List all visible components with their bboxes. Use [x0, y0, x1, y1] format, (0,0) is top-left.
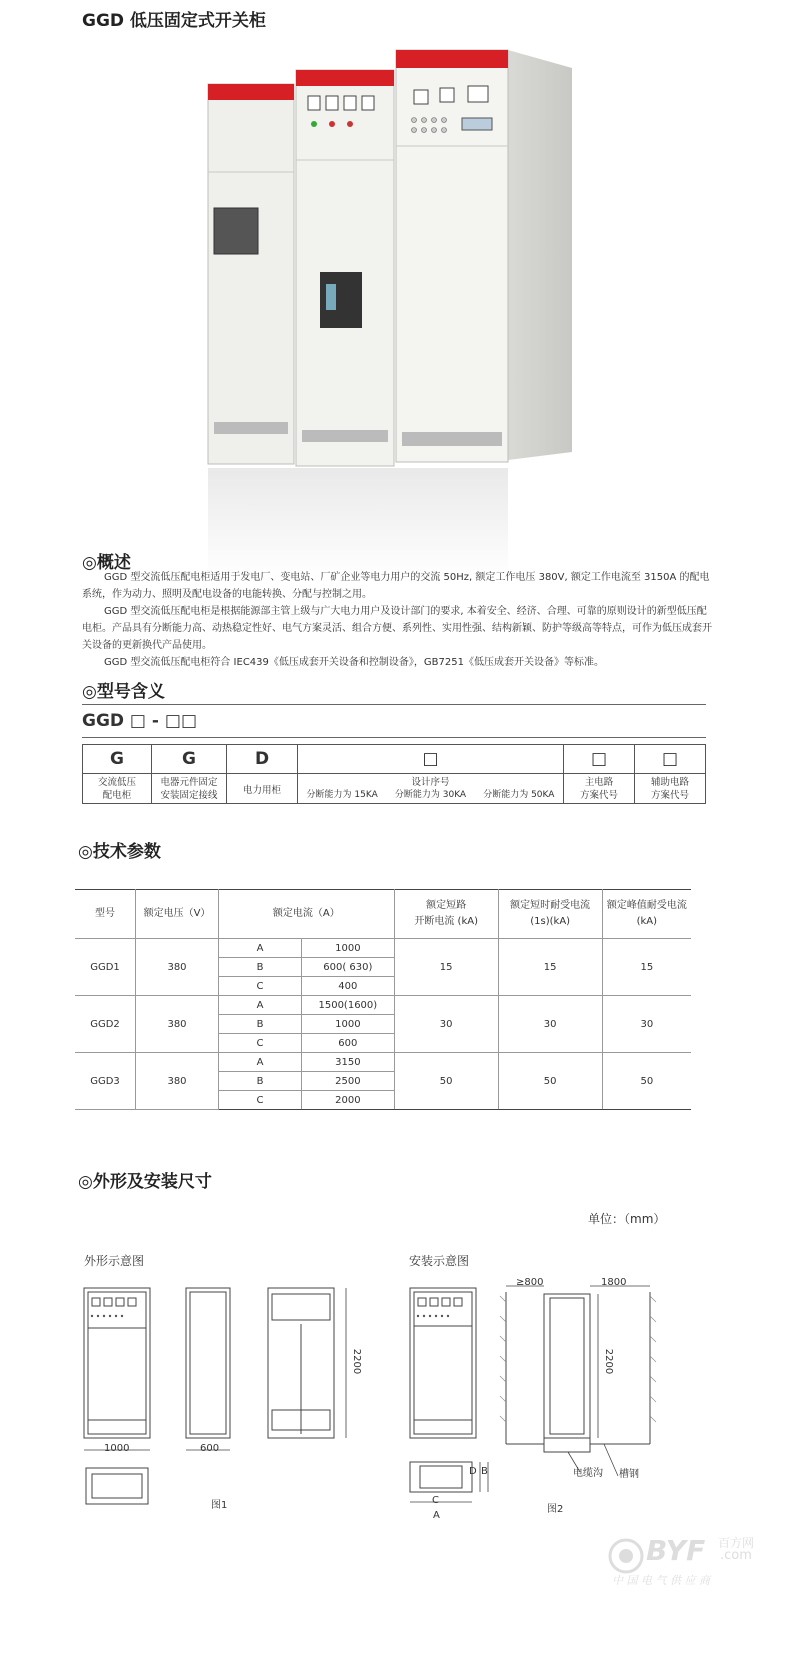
dim-A: A	[433, 1510, 440, 1521]
tech-current: 2000	[302, 1091, 395, 1110]
watermark-brand: BYF	[646, 1534, 706, 1567]
dim-2200-install: 2200	[603, 1348, 615, 1375]
tech-grade: C	[219, 1034, 302, 1053]
model-desc: 辅助电路 方案代号	[635, 774, 706, 804]
model-meaning-table	[82, 744, 706, 804]
model-box: □	[564, 745, 635, 774]
tech-header: 型号	[75, 890, 136, 939]
tech-short: 30	[394, 996, 498, 1053]
unit-label: 单位：（mm）	[588, 1212, 666, 1226]
model-meaning-heading: ◎型号含义	[82, 682, 165, 702]
tech-short-time: 30	[498, 996, 602, 1053]
model-code-line	[82, 704, 706, 738]
watermark-slogan: 中 国 电 气 供 应 商	[612, 1574, 710, 1587]
tech-heading: ◎技术参数	[78, 842, 161, 862]
watermark-circle-icon	[606, 1536, 646, 1576]
tech-peak: 30	[602, 996, 691, 1053]
model-letter: D	[227, 745, 298, 774]
tech-voltage: 380	[136, 939, 219, 996]
model-letter: G	[152, 745, 227, 774]
breaking-capacity: 分断能力为 15KA	[306, 789, 378, 800]
dim-1000: 1000	[104, 1443, 130, 1454]
design-serial-label: 设计序号	[411, 776, 450, 788]
outline-drawing	[78, 1280, 378, 1520]
tech-grade: C	[219, 1091, 302, 1110]
dim-B: B	[481, 1466, 488, 1477]
tech-peak: 50	[602, 1053, 691, 1110]
tech-short-time: 15	[498, 939, 602, 996]
overview-heading: ◎概述	[82, 553, 131, 573]
tech-current: 1000	[302, 1015, 395, 1034]
model-letter: G	[83, 745, 152, 774]
tech-model: GGD2	[75, 996, 136, 1053]
model-desc: 主电路 方案代号	[564, 774, 635, 804]
tech-grade: A	[219, 939, 302, 958]
overview-paragraph: GGD 型交流低压配电柜符合 IEC439《低压成套开关设备和控制设备》，GB7251《低压成套开关设备》等标准。	[104, 657, 604, 668]
tech-short-time: 50	[498, 1053, 602, 1110]
model-box: □	[298, 745, 564, 774]
tech-short: 50	[394, 1053, 498, 1110]
watermark-domain: .com	[720, 1548, 752, 1563]
tech-peak: 15	[602, 939, 691, 996]
tech-grade: B	[219, 958, 302, 977]
figure-2-label: 图2	[547, 1504, 564, 1515]
model-desc: 电器元件固定 安装固定接线	[152, 774, 227, 804]
tech-current: 2500	[302, 1072, 395, 1091]
breaking-capacity: 分断能力为 30KA	[394, 789, 467, 800]
tech-model: GGD1	[75, 939, 136, 996]
breaking-capacity: 分断能力为 50KA	[483, 789, 555, 800]
page-title: GGD 低压固定式开关柜	[82, 11, 266, 31]
tech-current: 600( 630)	[302, 958, 395, 977]
dim-D: D	[469, 1466, 477, 1477]
breaking-capacity-row	[298, 789, 563, 802]
model-code: GGD □ - □□	[82, 711, 198, 731]
dim-2200: 2200	[351, 1348, 363, 1375]
model-desc: 交流低压 配电柜	[83, 774, 152, 804]
cable-trench-label: 电缆沟	[573, 1468, 603, 1479]
outline-diagram-label: 外形示意图	[84, 1254, 145, 1268]
tech-current: 3150	[302, 1053, 395, 1072]
watermark-cn: 百方网	[718, 1536, 755, 1550]
tech-header: 额定短时耐受电流 (1s)(kA)	[498, 890, 602, 939]
tech-grade: A	[219, 1053, 302, 1072]
tech-grade: A	[219, 996, 302, 1015]
dimensions-heading: ◎外形及安装尺寸	[78, 1172, 212, 1192]
tech-current: 1000	[302, 939, 395, 958]
dim-600: 600	[200, 1443, 220, 1454]
dim-800: ≥800	[516, 1277, 544, 1288]
tech-header: 额定电流（A）	[219, 890, 395, 939]
tech-current: 400	[302, 977, 395, 996]
tech-current: 600	[302, 1034, 395, 1053]
tech-grade: B	[219, 1015, 302, 1034]
model-desc-design	[298, 774, 564, 804]
tech-current: 1500(1600)	[302, 996, 395, 1015]
tech-table	[75, 889, 691, 1110]
overview-paragraph: GGD 型交流低压配电柜适用于发电厂、变电站、厂矿企业等电力用户的交流 50Hz, 额定工作电压 380V, 额定工作电流至 3150A 的配电系统，作为动力、照明及配电设备的电能转换、分配与控制之用。	[82, 572, 710, 600]
channel-steel-label: 槽钢	[619, 1469, 639, 1480]
tech-header: 额定峰值耐受电流 (kA)	[602, 890, 691, 939]
overview-text	[82, 569, 712, 671]
tech-voltage: 380	[136, 996, 219, 1053]
tech-model: GGD3	[75, 1053, 136, 1110]
overview-paragraph: GGD 型交流低压配电柜是根据能源部主管上级与广大电力用户及设计部门的要求, 本着安全、经济、合理、可靠的原则设计的新型低压配电柜。产品具有分断能力高、动热稳定性好、电气方案灵活、组合方便、系列性、实用性强、结构新颖、防护等级高等特点，可作为低压成套开关设备的更新换代产品使用。	[82, 606, 712, 651]
product-image	[200, 40, 580, 580]
watermark-logo	[606, 1532, 786, 1592]
figure-1-label: 图1	[211, 1500, 228, 1511]
model-box: □	[635, 745, 706, 774]
install-drawing	[404, 1276, 674, 1516]
tech-header: 额定短路 开断电流 (kA)	[394, 890, 498, 939]
install-diagram-label: 安装示意图	[409, 1254, 470, 1268]
tech-grade: C	[219, 977, 302, 996]
tech-short: 15	[394, 939, 498, 996]
tech-grade: B	[219, 1072, 302, 1091]
dim-C: C	[432, 1495, 439, 1506]
model-desc: 电力用柜	[227, 774, 298, 804]
dim-1800: 1800	[601, 1277, 627, 1288]
tech-header: 额定电压（V）	[136, 890, 219, 939]
tech-voltage: 380	[136, 1053, 219, 1110]
